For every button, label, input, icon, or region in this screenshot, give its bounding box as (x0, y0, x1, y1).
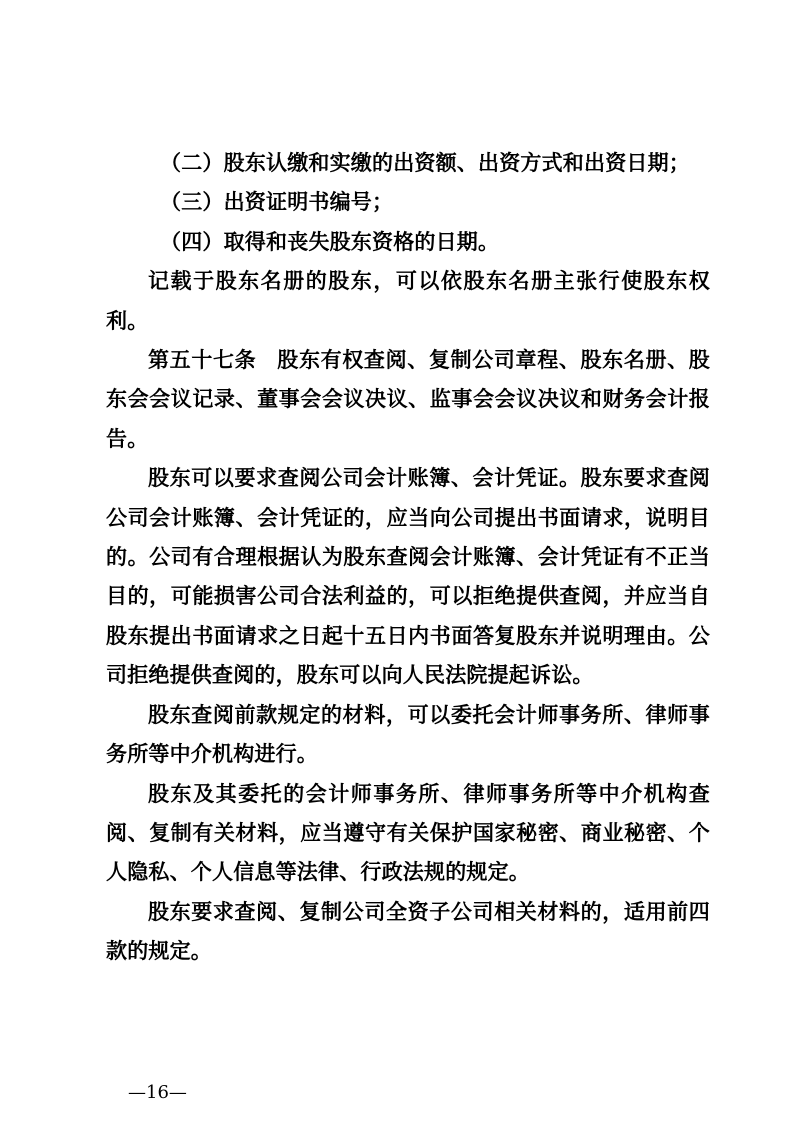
list-item-4: （四）取得和丧失股东资格的日期。 (160, 229, 500, 254)
paragraph-agency: 股东查阅前款规定的材料，可以委托会计师事务所、律师事务所等中介机构进行。 (106, 702, 710, 767)
page-number: —16— (128, 1082, 187, 1103)
paragraph-account-books: 股东可以要求查阅公司会计账簿、会计凭证。股东要求查阅公司会计账簿、会计凭证的，应当向公司提出书面请求，说明目的。公司有合理根据认为股东查阅会计账簿、会计凭证有不正当目的，可能损害公司合法利益的，可以拒绝提供查阅，并应当自股东提出书面请求之日起十五日内书面答复股东并说明理由。公司拒绝提供查阅的，股东可以向人民法院提起诉讼。 (106, 466, 710, 688)
paragraph-confidentiality: 股东及其委托的会计师事务所、律师事务所等中介机构查阅、复制有关材料，应当遵守有关保护国家秘密、商业秘密、个人隐私、个人信息等法律、行政法规的规定。 (106, 781, 710, 885)
document-body (106, 144, 710, 972)
article-heading: 第五十七条 (148, 348, 257, 373)
paragraph-register: 记载于股东名册的股东，可以依股东名册主张行使股东权利。 (106, 269, 710, 333)
article-57 (106, 341, 710, 459)
list-item-2: （二）股东认缴和实缴的出资额、出资方式和出资日期； (160, 151, 690, 175)
list-item-3: （三）出资证明书编号； (160, 190, 394, 215)
article-text: 股东有权查阅、复制公司章程、股东名册、股东会会议记录、董事会会议决议、监事会会议决议和财务会计报告。 (106, 348, 711, 451)
paragraph-subsidiary: 股东要求查阅、复制公司全资子公司相关材料的，适用前四款的规定。 (106, 899, 710, 964)
